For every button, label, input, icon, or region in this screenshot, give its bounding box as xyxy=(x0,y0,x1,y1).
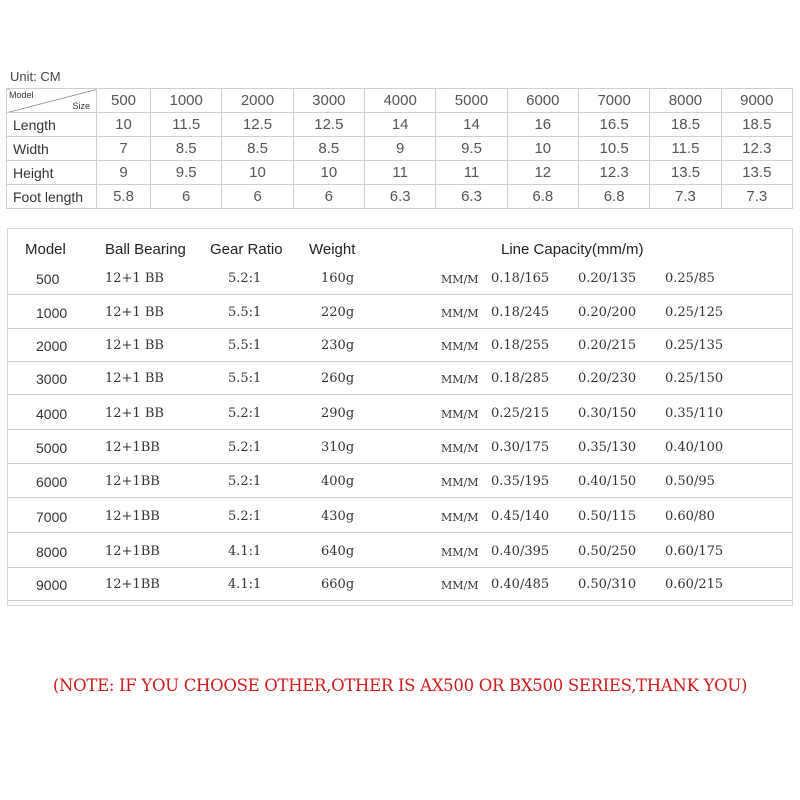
spec-model-cell: 7000 xyxy=(36,509,68,525)
spec-a-cell: 0.25/215 xyxy=(491,406,550,421)
spec-gear-cell: 5.2:1 xyxy=(228,406,262,421)
spec-weight-cell: 400g xyxy=(321,474,355,489)
spec-mm-cell: MM/M xyxy=(441,273,479,286)
dimension-cell: 6 xyxy=(151,185,222,209)
dimension-cell: 9 xyxy=(97,161,151,185)
spec-model-cell: 500 xyxy=(36,271,60,287)
dimension-cell: 14 xyxy=(436,113,507,137)
dimension-cell: 8.5 xyxy=(293,137,364,161)
spec-ball-cell: 12+1 BB xyxy=(105,338,164,353)
spec-row xyxy=(8,468,792,498)
size-header-cell: 8000 xyxy=(650,89,721,113)
spec-ball-cell: 12+1BB xyxy=(105,474,160,489)
spec-row xyxy=(8,332,792,362)
spec-model-cell: 5000 xyxy=(36,440,68,456)
header-line-capacity: Line Capacity(mm/m) xyxy=(501,241,644,258)
spec-mm-cell: MM/M xyxy=(441,373,479,386)
spec-ball-cell: 12+1 BB xyxy=(105,371,164,386)
spec-a-cell: 0.35/195 xyxy=(491,474,550,489)
spec-row xyxy=(8,503,792,533)
size-header-cell: 1000 xyxy=(151,89,222,113)
spec-weight-cell: 660g xyxy=(321,577,355,592)
header-weight: Weight xyxy=(309,241,356,258)
dimension-cell: 7.3 xyxy=(721,185,792,209)
dimension-cell: 8.5 xyxy=(222,137,293,161)
dimension-cell: 11.5 xyxy=(650,137,721,161)
spec-b-cell: 0.50/115 xyxy=(578,509,637,524)
dimension-cell: 6.3 xyxy=(436,185,507,209)
dimension-cell: 11.5 xyxy=(151,113,222,137)
spec-model-cell: 8000 xyxy=(36,544,68,560)
spec-ball-cell: 12+1BB xyxy=(105,509,160,524)
spec-c-cell: 0.25/135 xyxy=(665,338,724,353)
dimension-cell: 11 xyxy=(436,161,507,185)
spec-weight-cell: 160g xyxy=(321,271,355,286)
dimension-cell: 18.5 xyxy=(721,113,792,137)
spec-weight-cell: 220g xyxy=(321,305,355,320)
spec-a-cell: 0.18/255 xyxy=(491,338,550,353)
size-header-cell: 9000 xyxy=(721,89,792,113)
spec-weight-cell: 310g xyxy=(321,440,355,455)
dimension-cell: 12.5 xyxy=(222,113,293,137)
spec-gear-cell: 4.1:1 xyxy=(228,577,262,592)
dimension-row-label: Height xyxy=(7,161,97,185)
spec-b-cell: 0.20/135 xyxy=(578,271,637,286)
dimension-cell: 6 xyxy=(293,185,364,209)
spec-c-cell: 0.25/125 xyxy=(665,305,724,320)
spec-table xyxy=(7,228,793,606)
spec-gear-cell: 5.5:1 xyxy=(228,338,262,353)
spec-b-cell: 0.50/310 xyxy=(578,577,637,592)
dimension-cell: 10 xyxy=(293,161,364,185)
spec-b-cell: 0.30/150 xyxy=(578,406,637,421)
spec-gear-cell: 5.5:1 xyxy=(228,305,262,320)
note-text: (NOTE: IF YOU CHOOSE OTHER,OTHER IS AX500 OR BX500 SERIES,THANK YOU) xyxy=(52,676,748,695)
spec-a-cell: 0.40/485 xyxy=(491,577,550,592)
dimension-cell: 5.8 xyxy=(97,185,151,209)
spec-model-cell: 3000 xyxy=(36,371,68,387)
dimension-cell: 6 xyxy=(222,185,293,209)
dimension-cell: 7 xyxy=(97,137,151,161)
header-gear-ratio: Gear Ratio xyxy=(210,241,283,258)
spec-a-cell: 0.18/285 xyxy=(491,371,550,386)
dimension-cell: 6.8 xyxy=(578,185,649,209)
corner-model-label: Model xyxy=(9,90,34,100)
spec-c-cell: 0.60/175 xyxy=(665,544,724,559)
spec-c-cell: 0.25/150 xyxy=(665,371,724,386)
dimension-cell: 6.3 xyxy=(365,185,436,209)
spec-weight-cell: 290g xyxy=(321,406,355,421)
spec-c-cell: 0.60/215 xyxy=(665,577,724,592)
spec-row xyxy=(8,538,792,568)
spec-b-cell: 0.20/215 xyxy=(578,338,637,353)
spec-c-cell: 0.50/95 xyxy=(665,474,715,489)
dimension-row xyxy=(7,113,793,137)
size-header-cell: 4000 xyxy=(365,89,436,113)
dimension-cell: 13.5 xyxy=(721,161,792,185)
spec-b-cell: 0.50/250 xyxy=(578,544,637,559)
spec-model-cell: 6000 xyxy=(36,474,68,490)
spec-gear-cell: 4.1:1 xyxy=(228,544,262,559)
spec-mm-cell: MM/M xyxy=(441,546,479,559)
spec-gear-cell: 5.2:1 xyxy=(228,271,262,286)
dimension-cell: 9.5 xyxy=(151,161,222,185)
dimension-cell: 11 xyxy=(365,161,436,185)
size-header-cell: 2000 xyxy=(222,89,293,113)
spec-c-cell: 0.25/85 xyxy=(665,271,715,286)
dimension-row xyxy=(7,161,793,185)
spec-row xyxy=(8,265,792,295)
dimension-cell: 9 xyxy=(365,137,436,161)
spec-weight-cell: 260g xyxy=(321,371,355,386)
spec-c-cell: 0.60/80 xyxy=(665,509,715,524)
spec-b-cell: 0.20/200 xyxy=(578,305,637,320)
spec-a-cell: 0.18/245 xyxy=(491,305,550,320)
dimension-cell: 16 xyxy=(507,113,578,137)
dimension-cell: 13.5 xyxy=(650,161,721,185)
size-header-cell: 3000 xyxy=(293,89,364,113)
spec-model-cell: 2000 xyxy=(36,338,68,354)
spec-model-cell: 9000 xyxy=(36,577,68,593)
unit-label: Unit: CM xyxy=(10,69,61,84)
dimension-cell: 10.5 xyxy=(578,137,649,161)
dimension-cell: 12.3 xyxy=(721,137,792,161)
spec-mm-cell: MM/M xyxy=(441,511,479,524)
spec-ball-cell: 12+1BB xyxy=(105,440,160,455)
dimension-header-row xyxy=(7,89,793,113)
spec-b-cell: 0.40/150 xyxy=(578,474,637,489)
spec-a-cell: 0.40/395 xyxy=(491,544,550,559)
dimension-cell: 9.5 xyxy=(436,137,507,161)
dimension-cell: 10 xyxy=(507,137,578,161)
dimension-cell: 16.5 xyxy=(578,113,649,137)
spec-ball-cell: 12+1 BB xyxy=(105,406,164,421)
spec-row xyxy=(8,365,792,395)
dimension-row xyxy=(7,185,793,209)
spec-row xyxy=(8,434,792,464)
dimension-cell: 14 xyxy=(365,113,436,137)
size-header-cell: 5000 xyxy=(436,89,507,113)
spec-model-cell: 4000 xyxy=(36,406,68,422)
spec-row xyxy=(8,299,792,329)
dimension-row-label: Length xyxy=(7,113,97,137)
spec-ball-cell: 12+1BB xyxy=(105,577,160,592)
spec-ball-cell: 12+1BB xyxy=(105,544,160,559)
header-model: Model xyxy=(25,241,66,258)
dimension-cell: 7.3 xyxy=(650,185,721,209)
dimension-table xyxy=(6,88,793,209)
dimension-cell: 12 xyxy=(507,161,578,185)
spec-ball-cell: 12+1 BB xyxy=(105,305,164,320)
size-header-cell: 7000 xyxy=(578,89,649,113)
header-ball-bearing: Ball Bearing xyxy=(105,241,186,258)
spec-mm-cell: MM/M xyxy=(441,442,479,455)
dimension-cell: 18.5 xyxy=(650,113,721,137)
spec-c-cell: 0.40/100 xyxy=(665,440,724,455)
spec-ball-cell: 12+1 BB xyxy=(105,271,164,286)
spec-c-cell: 0.35/110 xyxy=(665,406,724,421)
corner-size-label: Size xyxy=(72,101,90,111)
spec-weight-cell: 640g xyxy=(321,544,355,559)
spec-row xyxy=(8,571,792,601)
size-header-cell: 500 xyxy=(97,89,151,113)
spec-weight-cell: 430g xyxy=(321,509,355,524)
spec-mm-cell: MM/M xyxy=(441,307,479,320)
spec-a-cell: 0.18/165 xyxy=(491,271,550,286)
spec-gear-cell: 5.5:1 xyxy=(228,371,262,386)
spec-mm-cell: MM/M xyxy=(441,579,479,592)
dimension-cell: 6.8 xyxy=(507,185,578,209)
size-header-cell: 6000 xyxy=(507,89,578,113)
spec-model-cell: 1000 xyxy=(36,305,68,321)
dimension-cell: 12.5 xyxy=(293,113,364,137)
dimension-cell: 10 xyxy=(97,113,151,137)
spec-b-cell: 0.20/230 xyxy=(578,371,637,386)
dimension-cell: 12.3 xyxy=(578,161,649,185)
spec-gear-cell: 5.2:1 xyxy=(228,474,262,489)
dimension-cell: 8.5 xyxy=(151,137,222,161)
spec-mm-cell: MM/M xyxy=(441,340,479,353)
spec-row xyxy=(8,400,792,430)
spec-gear-cell: 5.2:1 xyxy=(228,509,262,524)
spec-a-cell: 0.30/175 xyxy=(491,440,550,455)
dimension-cell: 10 xyxy=(222,161,293,185)
model-size-corner xyxy=(7,89,97,113)
spec-mm-cell: MM/M xyxy=(441,476,479,489)
spec-weight-cell: 230g xyxy=(321,338,355,353)
spec-b-cell: 0.35/130 xyxy=(578,440,637,455)
spec-a-cell: 0.45/140 xyxy=(491,509,550,524)
dimension-row-label: Width xyxy=(7,137,97,161)
dimension-row-label: Foot length xyxy=(7,185,97,209)
spec-gear-cell: 5.2:1 xyxy=(228,440,262,455)
spec-mm-cell: MM/M xyxy=(441,408,479,421)
dimension-row xyxy=(7,137,793,161)
